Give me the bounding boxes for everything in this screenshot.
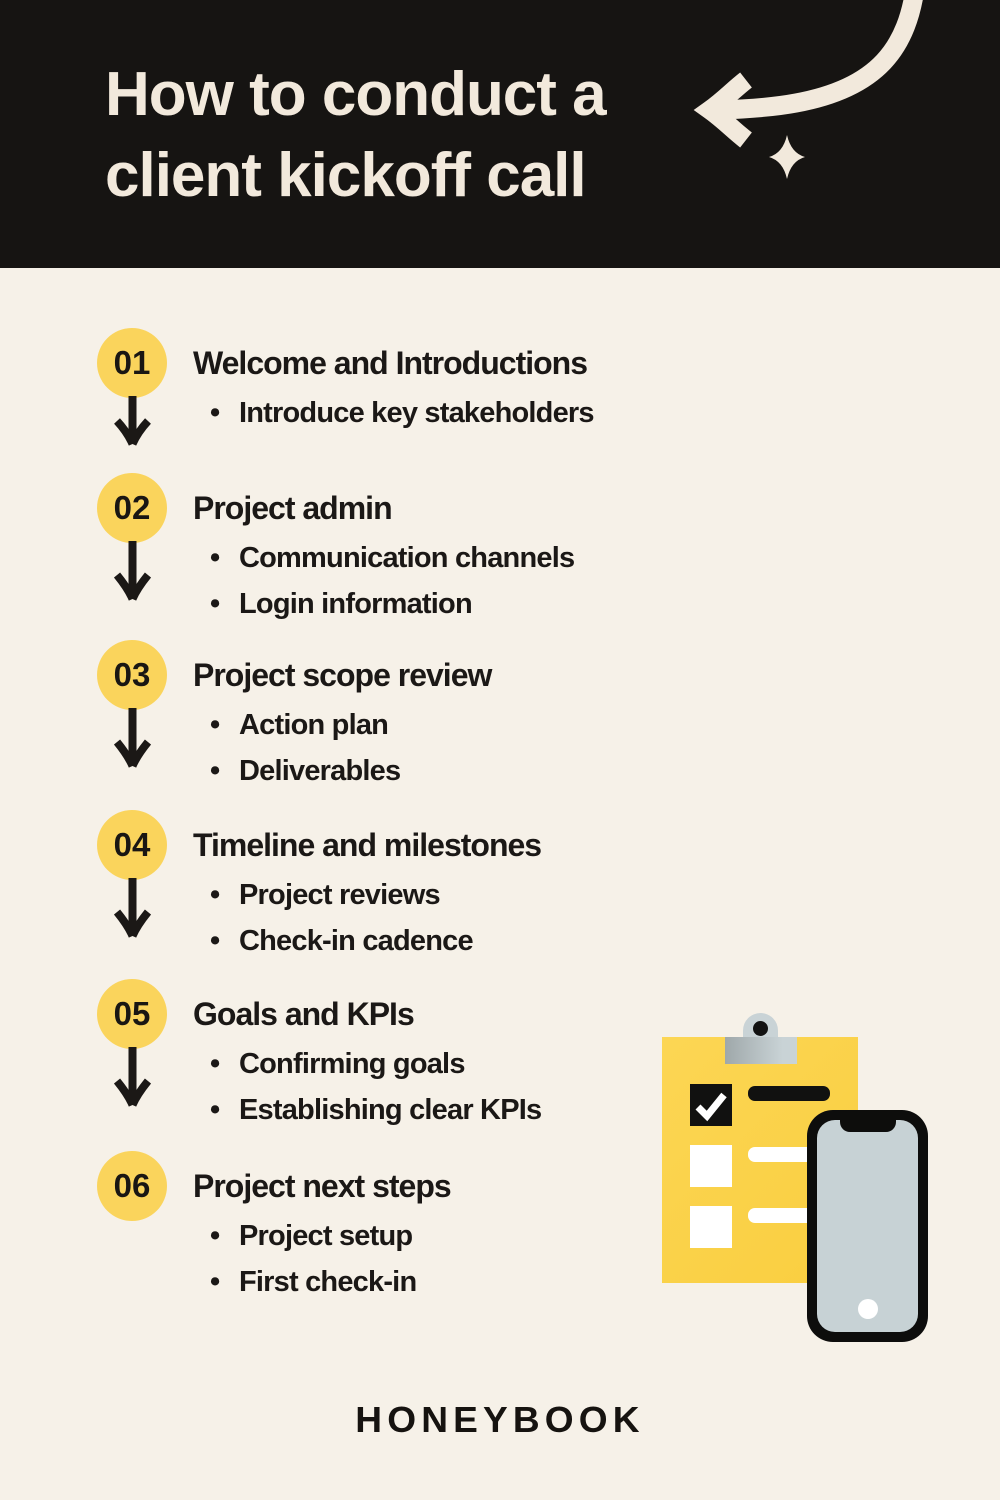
honeybook-logo: HONEYBOOK xyxy=(355,1399,645,1440)
bullet-text: Establishing clear KPIs xyxy=(239,1093,542,1126)
bullet-item xyxy=(210,1087,541,1133)
bullet-text: Project reviews xyxy=(239,878,440,911)
arrow-down-icon xyxy=(114,396,151,452)
step-number: 03 xyxy=(113,656,151,693)
bullet-item xyxy=(210,1213,416,1259)
bullet-dot: • xyxy=(210,1265,220,1298)
step-title: Timeline and milestones xyxy=(193,826,542,863)
clipboard-clip-hole xyxy=(753,1021,768,1036)
bullet-text: Login information xyxy=(239,587,472,620)
bullet-text: Confirming goals xyxy=(239,1047,465,1080)
bullet-dot: • xyxy=(210,1219,220,1252)
checkbox-checked-icon xyxy=(690,1084,732,1126)
bullet-dot: • xyxy=(210,587,220,620)
bullet-dot: • xyxy=(210,878,220,911)
checkmark-icon xyxy=(690,1084,732,1126)
bullet-dot: • xyxy=(210,1093,220,1126)
step-title: Project admin xyxy=(193,489,392,526)
bullet-item xyxy=(210,535,574,581)
step-number-badge xyxy=(97,328,167,398)
bullet-item xyxy=(210,581,574,627)
checkbox-icon xyxy=(690,1206,732,1248)
step-number: 04 xyxy=(113,826,151,863)
bullet-text: Introduce key stakeholders xyxy=(239,396,594,429)
step-title: Welcome and Introductions xyxy=(193,344,587,381)
bullet-item xyxy=(210,1259,416,1305)
step-title: Project scope review xyxy=(193,656,492,693)
phone-illustration xyxy=(807,1110,928,1342)
clipboard-phone-illustration xyxy=(655,1005,945,1350)
bullet-dot: • xyxy=(210,1047,220,1080)
bullet-text: Check-in cadence xyxy=(239,924,473,957)
bullet-item xyxy=(210,390,594,436)
phone-notch xyxy=(840,1120,896,1132)
bullet-dot: • xyxy=(210,396,220,429)
step-bullet-list xyxy=(210,872,473,964)
checkbox-icon xyxy=(690,1145,732,1187)
bullet-dot: • xyxy=(210,708,220,741)
phone-home-dot xyxy=(858,1299,878,1319)
header-banner xyxy=(0,0,1000,268)
curved-arrow-icon xyxy=(680,0,1000,235)
step-number-badge xyxy=(97,810,167,880)
bullet-text: Action plan xyxy=(239,708,389,741)
step-bullet-list xyxy=(210,702,400,794)
bullet-dot: • xyxy=(210,541,220,574)
step-bullet-list xyxy=(210,535,574,627)
clipboard-clip-bar xyxy=(725,1037,797,1064)
bullet-dot: • xyxy=(210,754,220,787)
step-number: 06 xyxy=(113,1167,151,1204)
step-bullet-list xyxy=(210,1041,541,1133)
checklist-line xyxy=(748,1086,830,1101)
step-number-badge xyxy=(97,473,167,543)
step-number: 01 xyxy=(113,344,151,381)
phone-screen xyxy=(817,1120,918,1332)
bullet-item xyxy=(210,748,400,794)
arrow-down-icon xyxy=(114,1047,151,1113)
step-number-badge xyxy=(97,640,167,710)
bullet-text: Communication channels xyxy=(239,541,575,574)
arrow-down-icon xyxy=(114,878,151,944)
page-title-line1: How to conduct a xyxy=(105,60,606,129)
sparkle-icon xyxy=(769,135,805,179)
arrow-down-icon xyxy=(114,541,151,607)
page-title-line2: client kickoff call xyxy=(105,141,586,210)
step-bullet-list xyxy=(210,390,594,436)
bullet-dot: • xyxy=(210,924,220,957)
step-number-badge xyxy=(97,1151,167,1221)
bullet-text: Deliverables xyxy=(239,754,401,787)
bullet-item xyxy=(210,702,400,748)
page-title xyxy=(105,54,606,216)
bullet-item xyxy=(210,1041,541,1087)
step-number: 02 xyxy=(113,489,151,526)
arrow-down-icon xyxy=(114,708,151,774)
bullet-item xyxy=(210,872,473,918)
bullet-text: First check-in xyxy=(239,1265,417,1298)
bullet-text: Project setup xyxy=(239,1219,413,1252)
step-title: Goals and KPIs xyxy=(193,995,414,1032)
step-number: 05 xyxy=(113,995,151,1032)
step-title: Project next steps xyxy=(193,1167,451,1204)
step-number-badge xyxy=(97,979,167,1049)
bullet-item xyxy=(210,918,473,964)
step-bullet-list xyxy=(210,1213,416,1305)
